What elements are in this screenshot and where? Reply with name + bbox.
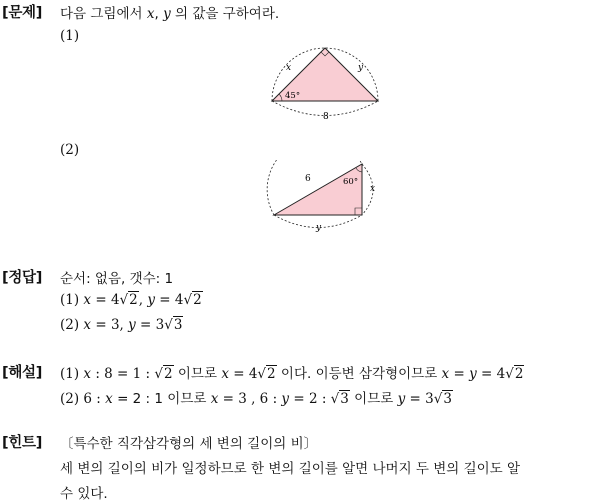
sqrt-symbol: √3: [164, 317, 183, 333]
solution-line-2: (2) 6 : x = 2 : 1 이므로 x = 3 , 6 : y = 2 : √3 이므로 y = 3√3: [60, 391, 452, 407]
sqrt-symbol: √2: [505, 366, 524, 382]
figure-1-triangle: [266, 40, 384, 122]
solution-tag: [해설]: [2, 365, 43, 381]
hint-body-line-2: 수 있다.: [60, 486, 108, 502]
figure-2-fill: [274, 164, 362, 215]
sqrt-symbol: √2: [183, 292, 202, 308]
figure-1-label-x: x: [286, 63, 292, 73]
figure-2-triangle: [266, 160, 384, 232]
sqrt-symbol: √2: [154, 366, 173, 382]
answer-line-2: (2) x = 3, y = 3√3: [60, 317, 183, 333]
sqrt-symbol: √2: [257, 366, 276, 382]
figure-1-angle-label: 45°: [285, 91, 301, 101]
figure-2-label-6: 6: [305, 174, 311, 184]
figure-1-label-y: y: [358, 63, 364, 73]
figure-2-label-x: x: [370, 184, 376, 194]
figure-1-label-8: 8: [323, 112, 329, 122]
figure-2-angle-label: 60°: [343, 177, 359, 187]
answer-meta: 순서: 없음, 갯수: 1: [60, 271, 174, 287]
problem-part-2-label: (2): [60, 142, 80, 158]
sqrt-symbol: √2: [119, 292, 138, 308]
hint-tag: [힌트]: [2, 435, 43, 451]
figure-2-label-y: y: [316, 223, 322, 232]
solution-line-1: (1) x : 8 = 1 : √2 이므로 x = 4√2 이다. 이등변 삼각형이므로 x = y = 4√2: [60, 366, 524, 382]
problem-part-1-label: (1): [60, 28, 80, 44]
answer-tag: [정답]: [2, 270, 43, 286]
sqrt-symbol: √3: [330, 391, 349, 407]
hint-body-line-1: 세 변의 길이의 비가 일정하므로 한 변의 길이를 알면 나머지 두 변의 길이도 알: [60, 461, 521, 477]
answer-line-1: (1) x = 4√2, y = 4√2: [60, 292, 202, 308]
problem-instruction: 다음 그림에서 x, y 의 값을 구하여라.: [60, 6, 280, 22]
hint-title: 〔특수한 직각삼각형의 세 변의 길이의 비〕: [60, 436, 318, 452]
sqrt-symbol: √3: [433, 391, 452, 407]
problem-tag: [문제]: [2, 5, 43, 21]
